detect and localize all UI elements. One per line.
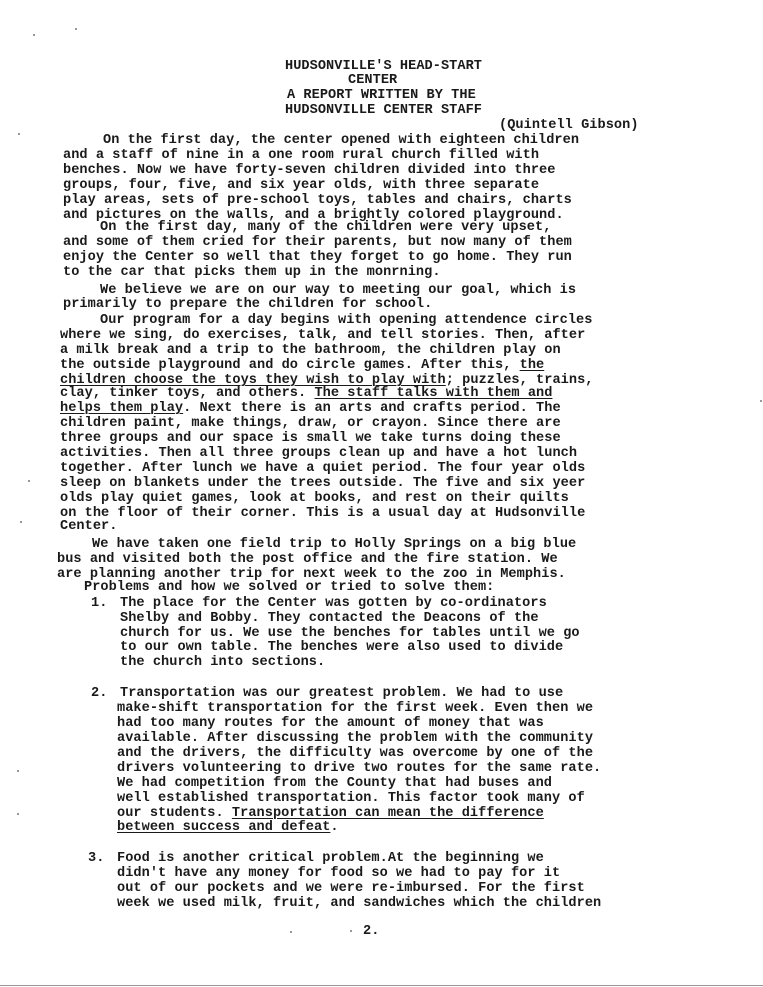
title-line-2: CENTER bbox=[348, 73, 398, 88]
p2-line: to the car that picks them up in the monrning. bbox=[63, 265, 441, 280]
item3-line: didn't have any money for food so we had to pay for it bbox=[117, 866, 561, 881]
p2-line: enjoy the Center so well that they forget to go home. They run bbox=[63, 250, 572, 265]
item2-text: our students. bbox=[117, 806, 232, 821]
author-credit: (Quintell Gibson) bbox=[499, 118, 639, 133]
p4-line: Our program for a day begins with opening attendence circles bbox=[100, 313, 593, 328]
p5-line: bus and visited both the post office and the fire station. We bbox=[57, 552, 558, 567]
item-number: 1. bbox=[91, 596, 108, 611]
item2-line: make-shift transportation for the first week. Even then we bbox=[117, 701, 594, 716]
p4-line: a milk break and a trip to the bathroom, the children play on bbox=[60, 343, 561, 358]
p1-line: and a staff of nine in a one room rural church filled with bbox=[63, 148, 540, 163]
underlined-text: helps them play bbox=[60, 401, 184, 416]
page-edge-line bbox=[0, 985, 763, 986]
p4-text: . Next there is an arts and crafts period. The bbox=[183, 401, 561, 416]
underlined-text: children choose the toys they wish to play with bbox=[60, 373, 446, 388]
p4-line: three groups and our space is small we take turns doing these bbox=[60, 431, 561, 446]
p2-line: On the first day, many of the children were very upset, bbox=[100, 220, 552, 235]
p4-line: on the floor of their corner. This is a usual day at Hudsonville bbox=[60, 506, 586, 521]
p1-line: and pictures on the walls, and a brightly colored playground. bbox=[63, 208, 564, 223]
problems-intro: Problems and how we solved or tried to solve them: bbox=[84, 580, 495, 595]
underlined-text: The staff talks with them and bbox=[314, 386, 553, 401]
item1-line: Shelby and Bobby. They contacted the Deacons of the bbox=[120, 611, 539, 626]
p4-line bbox=[60, 358, 544, 373]
item2-line: drivers volunteering to drive two routes for the same rate. bbox=[117, 761, 602, 776]
subtitle-line-2: HUDSONVILLE CENTER STAFF bbox=[285, 103, 482, 118]
item2-line bbox=[117, 806, 544, 821]
item1-line: to our own table. The benches were also used to divide bbox=[120, 640, 564, 655]
p5-line: We have taken one field trip to Holly Springs on a big blue bbox=[92, 537, 577, 552]
p4-line: children paint, make things, draw, or crayon. Since there are bbox=[60, 416, 561, 431]
item2-text: . bbox=[330, 820, 339, 835]
p4-text: the outside playground and do circle games. After this, bbox=[60, 358, 520, 373]
item-number: 2. bbox=[91, 686, 108, 701]
item2-line bbox=[117, 820, 339, 835]
item-number: 3. bbox=[88, 851, 105, 866]
item2-line: available. After discussing the problem with the community bbox=[117, 731, 594, 746]
item2-line: Transportation was our greatest problem. We had to use bbox=[120, 686, 564, 701]
p4-line: activities. Then all three groups clean up and have a hot lunch bbox=[60, 446, 578, 461]
item3-line: out of our pockets and we were re-imbursed. For the first bbox=[117, 881, 585, 896]
underlined-text: between success and defeat bbox=[117, 820, 331, 835]
item2-line: We had competition from the County that had buses and bbox=[117, 776, 553, 791]
item1-line: church for us. We use the benches for tables until we go bbox=[120, 626, 580, 641]
p4-line: together. After lunch we have a quiet period. The four year olds bbox=[60, 461, 586, 476]
p1-line: On the first day, the center opened with eighteen children bbox=[103, 133, 580, 148]
p4-line bbox=[60, 386, 552, 401]
p3-line: We believe we are on our way to meeting our goal, which is bbox=[100, 283, 577, 298]
p1-line: groups, four, five, and six year olds, with three separate bbox=[63, 178, 540, 193]
title-line-1: HUDSONVILLE'S HEAD-START bbox=[285, 59, 482, 74]
subtitle-line-1: A REPORT WRITTEN BY THE bbox=[287, 88, 476, 103]
p4-line: olds play quiet games, look at books, and rest on their quilts bbox=[60, 491, 569, 506]
page-number: 2. bbox=[363, 924, 380, 939]
p1-line: benches. Now we have forty-seven children divided into three bbox=[63, 163, 556, 178]
item3-line: Food is another critical problem.At the beginning we bbox=[117, 851, 544, 866]
p1-line: play areas, sets of pre-school toys, tables and chairs, charts bbox=[63, 193, 572, 208]
item2-line: and the drivers, the difficulty was overcome by one of the bbox=[117, 746, 594, 761]
p5-line: are planning another trip for next week to the zoo in Memphis. bbox=[57, 567, 566, 582]
p4-line: Center. bbox=[60, 519, 118, 534]
p4-text: ; puzzles, trains, bbox=[445, 373, 594, 388]
underlined-text: the bbox=[519, 358, 545, 373]
underlined-text: Transportation can mean the difference bbox=[231, 806, 544, 821]
item2-line: well established transportation. This factor took many of bbox=[117, 791, 585, 806]
p4-line: where we sing, do exercises, talk, and tell stories. Then, after bbox=[60, 328, 586, 343]
p4-line: sleep on blankets under the trees outside. The five and six yeer bbox=[60, 476, 586, 491]
p4-line bbox=[60, 401, 561, 416]
item3-line: week we used milk, fruit, and sandwiches which the children bbox=[117, 896, 602, 911]
p3-line: primarily to prepare the children for school. bbox=[63, 297, 433, 312]
item1-line: The place for the Center was gotten by co-ordinators bbox=[120, 596, 547, 611]
item2-line: had too many routes for the amount of money that was bbox=[117, 716, 544, 731]
item1-line: the church into sections. bbox=[120, 655, 326, 670]
p4-text: clay, tinker toys, and others. bbox=[60, 386, 315, 401]
p2-line: and some of them cried for their parents, but now many of them bbox=[63, 235, 572, 250]
